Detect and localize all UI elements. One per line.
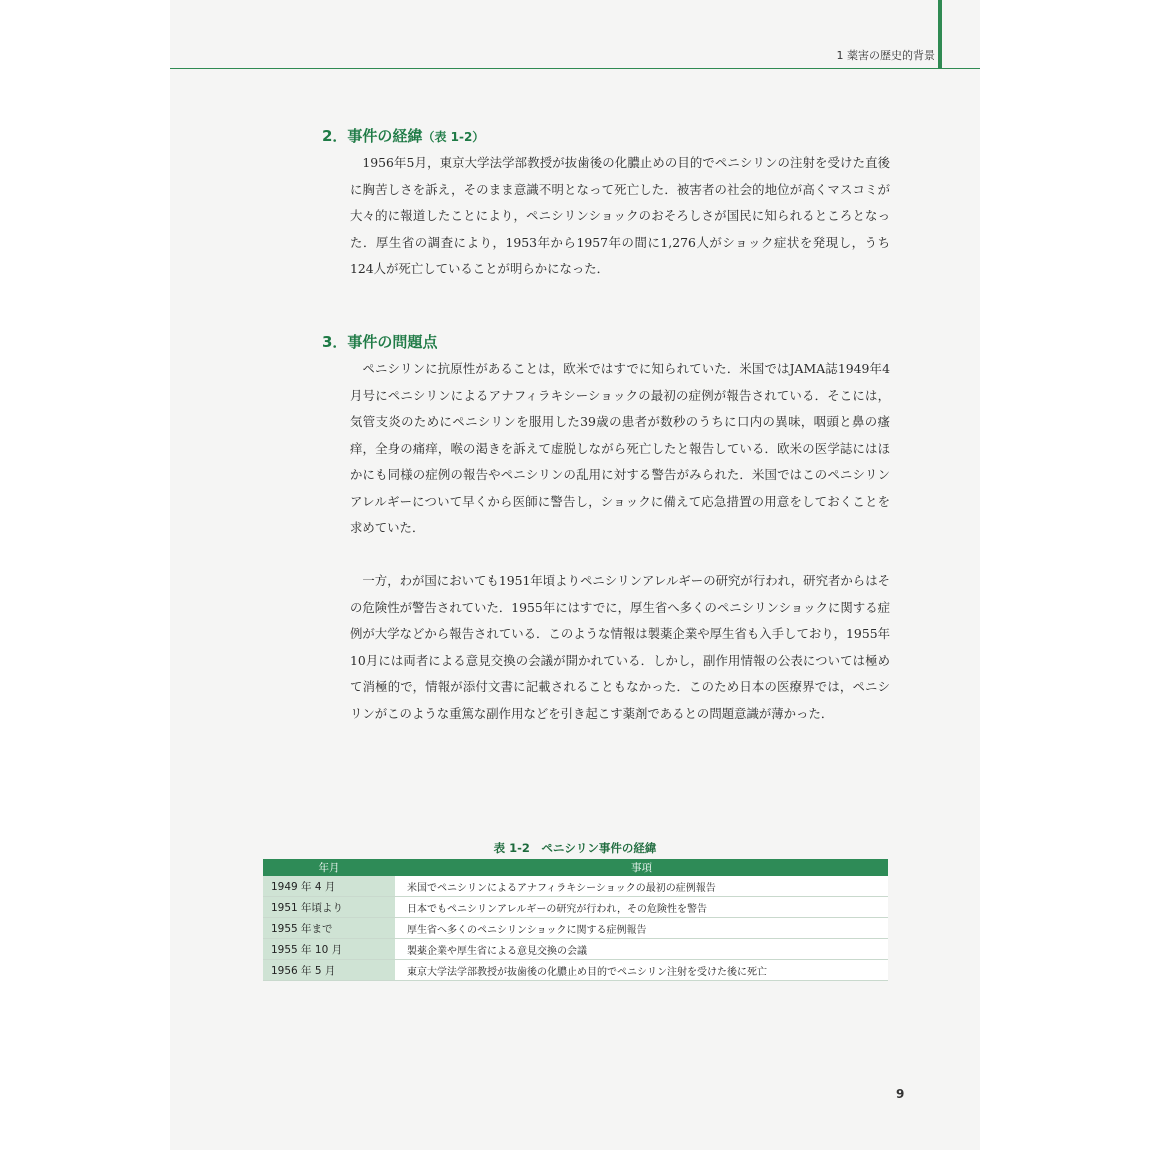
column-header-date: 年月: [263, 859, 395, 876]
section-2-paragraph: 1956年5月，東京大学法学部教授が抜歯後の化膿止めの目的でペニシリンの注射を受けた直後に胸苦しさを訴え，そのまま意識不明となって死亡した．被害者の社会的地位が高くマスコミが大々的に報道したことにより，ペニシリンショックのおそろしさが国民に知られるところとなった．厚生省の調査により，1953年から1957年の間に1,276人がショック症状を発現し，うち124人が死亡していることが明らかになった．: [350, 155, 890, 276]
row-date: 1949 年 4 月: [263, 876, 395, 897]
table-row: [263, 918, 888, 939]
row-event: 製薬企業や厚生省による意見交換の会議: [395, 939, 888, 960]
section-3-paragraph-2: 一方，わが国においても1951年頃よりペニシリンアレルギーの研究が行われ，研究者からはその危険性が警告されていた．1955年にはすでに，厚生省へ多くのペニシリンショックに関する症例が大学などから報告されている．このような情報は製薬企業や厚生省も入手しており，1955年10月には両者による意見交換の会議が開かれている．しかし，副作用情報の公表については極めて消極的で，情報が添付文書に記載されることもなかった．このため日本の医療界では，ペニシリンがこのような重篤な副作用などを引き起こす薬剤であるとの問題意識が薄かった．: [350, 573, 890, 721]
table-row: [263, 960, 888, 981]
header-accent-bar: [938, 0, 942, 68]
section-2-heading-text: 2．事件の経緯: [322, 127, 423, 145]
table-row: [263, 939, 888, 960]
page-number: 9: [896, 1087, 905, 1101]
row-event: 東京大学法学部教授が抜歯後の化膿止め目的でペニシリン注射を受けた後に死亡: [395, 960, 888, 981]
history-table: [263, 859, 888, 981]
row-date: 1955 年まで: [263, 918, 395, 939]
header-rule: [170, 68, 980, 69]
row-event: 米国でペニシリンによるアナフィラキシーショックの最初の症例報告: [395, 876, 888, 897]
column-header-event: 事項: [395, 859, 888, 876]
row-date: 1956 年 5 月: [263, 960, 395, 981]
row-date: 1955 年 10 月: [263, 939, 395, 960]
row-event: 厚生省へ多くのペニシリンショックに関する症例報告: [395, 918, 888, 939]
table-row: [263, 876, 888, 897]
section-3-paragraph-1: ペニシリンに抗原性があることは，欧米ではすでに知られていた．米国ではJAMA誌1949年4月号にペニシリンによるアナフィラキシーショックの最初の症例が報告されている．そこには，気管支炎のためにペニシリンを服用した39歳の患者が数秒のうちに口内の異味，咽頭と鼻の瘙痒，全身の痛痒，喉の渇きを訴えて虚脱しながら死亡したと報告している．欧米の医学誌にはほかにも同様の症例の報告やペニシリンの乱用に対する警告がみられた．米国ではこのペニシリンアレルギーについて早くから医師に警告し，ショックに備えて応急措置の用意をしておくことを求めていた．: [350, 361, 890, 535]
row-event: 日本でもペニシリンアレルギーの研究が行われ，その危険性を警告: [395, 897, 888, 918]
running-title: 1 薬害の歴史的背景: [836, 49, 935, 62]
section-3-heading: 3．事件の問題点: [322, 333, 438, 351]
section-2-table-ref: （表 1-2）: [422, 130, 485, 144]
table-row: [263, 897, 888, 918]
section-2-heading: [322, 125, 484, 146]
table-caption: 表 1-2 ペニシリン事件の経緯: [493, 841, 657, 855]
table-header-row: [263, 859, 888, 876]
row-date: 1951 年頃より: [263, 897, 395, 918]
